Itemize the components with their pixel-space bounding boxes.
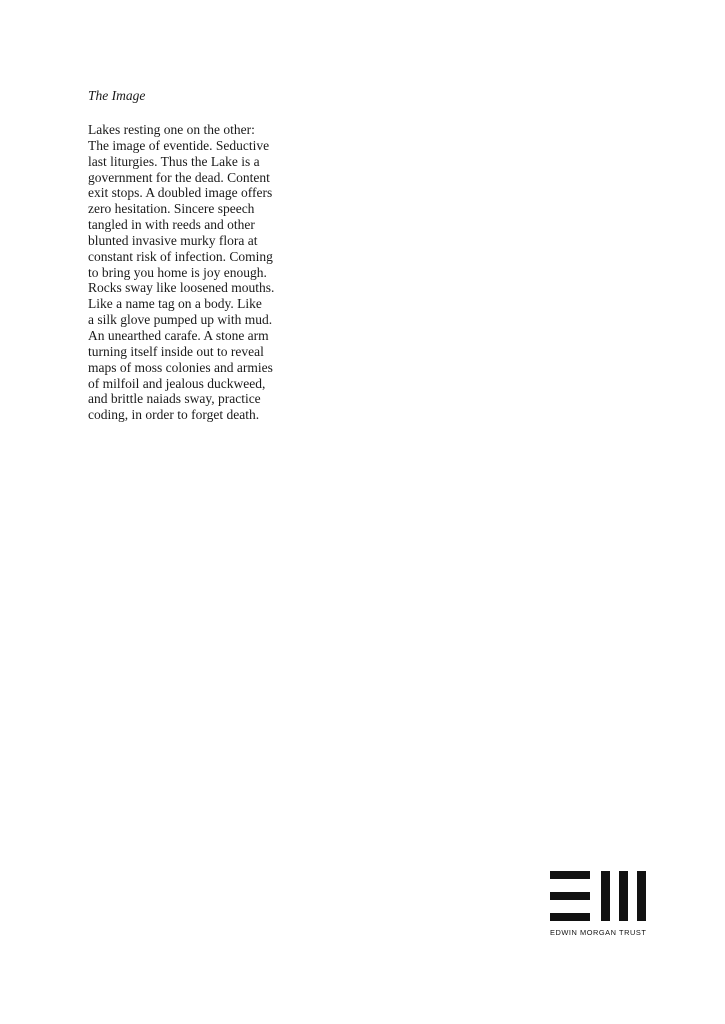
poem-line: of milfoil and jealous duckweed, (88, 375, 266, 391)
poem-line: Like a name tag on a body. Like (88, 296, 262, 312)
poem-line: government for the dead. Content (88, 169, 270, 185)
edwin-morgan-trust-logo-icon (549, 870, 651, 922)
poem-line: Lakes resting one on the other: (88, 122, 255, 137)
poem-line: turning itself inside out to reveal (88, 343, 264, 359)
poem-line: a silk glove pumped up with mud. (88, 312, 273, 328)
poem-line: The image of eventide. Seductive (88, 137, 270, 153)
edwin-morgan-trust-logo (549, 870, 651, 942)
poem-line: coding, in order to forget death. (88, 407, 260, 423)
poem-line: to bring you home is joy enough. (88, 264, 267, 280)
poem-line: blunted invasive murky flora at (88, 232, 258, 248)
poem-body (88, 122, 274, 423)
poem-line: and brittle naiads sway, practice (88, 391, 261, 407)
poem-line: exit stops. A doubled image offers (88, 185, 273, 201)
poem-line: zero hesitation. Sincere speech (88, 201, 255, 217)
poem-line: last liturgies. Thus the Lake is a (88, 153, 260, 169)
poem-line: maps of moss colonies and armies (88, 359, 273, 375)
poem-line: constant risk of infection. Coming (88, 248, 273, 264)
poem-line: An unearthed carafe. A stone arm (88, 327, 269, 343)
poem-line: tangled in with reeds and other (88, 217, 255, 233)
poem-line: Rocks sway like loosened mouths. (88, 280, 275, 296)
logo-text: EDWIN MORGAN TRUST (550, 928, 647, 937)
poem-title: The Image (88, 88, 146, 103)
